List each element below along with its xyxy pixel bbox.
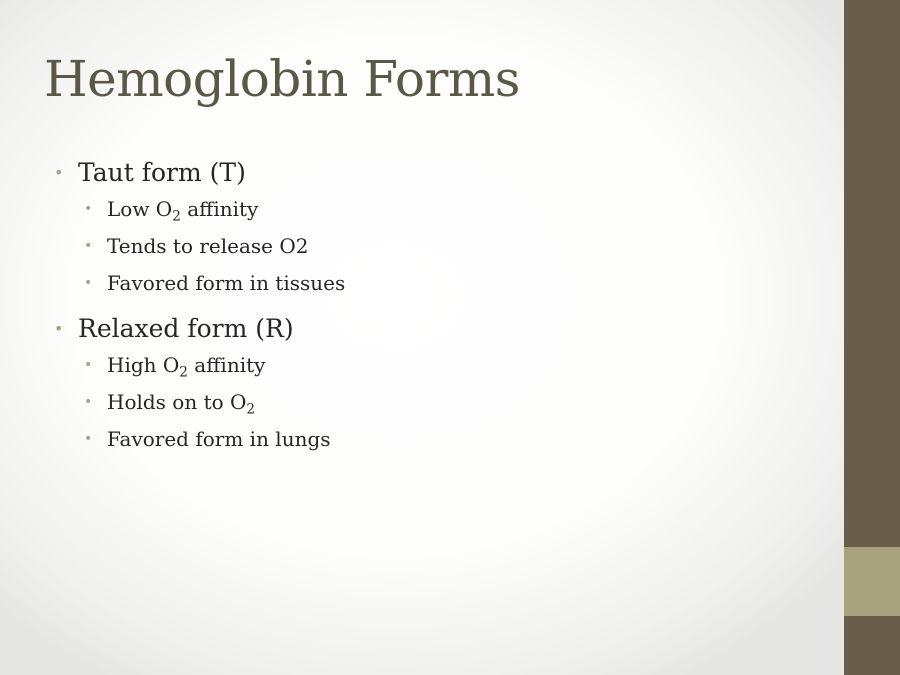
sub-bullet-high-affinity [54, 350, 814, 380]
sub-bullet-holds-on [54, 387, 814, 417]
subscript: 2 [246, 401, 256, 418]
bullet-text: Taut form (T) [78, 158, 246, 187]
bullet-list [54, 156, 814, 461]
bullet-dot-icon: • [54, 319, 64, 338]
bullet-dot-icon: • [84, 431, 93, 447]
bullet-dot-icon: • [84, 357, 93, 373]
sidebar-accent-block [844, 547, 900, 616]
bullet-dot-icon: • [84, 394, 93, 410]
subscript: 2 [172, 208, 181, 225]
sub-bullet-tissues [54, 268, 814, 298]
sub-bullet-text: Favored form in tissues [107, 271, 346, 295]
sub-bullet-text-pre: Holds on to O [107, 390, 247, 414]
sub-bullet-low-affinity [54, 194, 814, 224]
sub-bullet-text: Favored form in lungs [107, 427, 331, 451]
sub-bullet-text-pre: High O [107, 353, 180, 377]
sub-bullet-release [54, 231, 814, 261]
slide-title: Hemoglobin Forms [44, 50, 520, 108]
bullet-dot-icon: • [54, 163, 64, 182]
sub-bullet-text: Tends to release O2 [107, 234, 309, 258]
bullet-relaxed-form [54, 312, 814, 346]
bullet-taut-form [54, 156, 814, 190]
bullet-dot-icon: • [84, 201, 93, 217]
sub-bullet-text-post: affinity [187, 353, 266, 377]
bullet-dot-icon: • [84, 238, 93, 254]
bullet-dot-icon: • [84, 275, 93, 291]
subscript: 2 [179, 364, 188, 381]
sub-bullet-text-post: affinity [180, 197, 259, 221]
sub-bullet-lungs [54, 424, 814, 454]
sub-bullet-text-pre: Low O [107, 197, 173, 221]
bullet-text: Relaxed form (R) [78, 314, 294, 343]
